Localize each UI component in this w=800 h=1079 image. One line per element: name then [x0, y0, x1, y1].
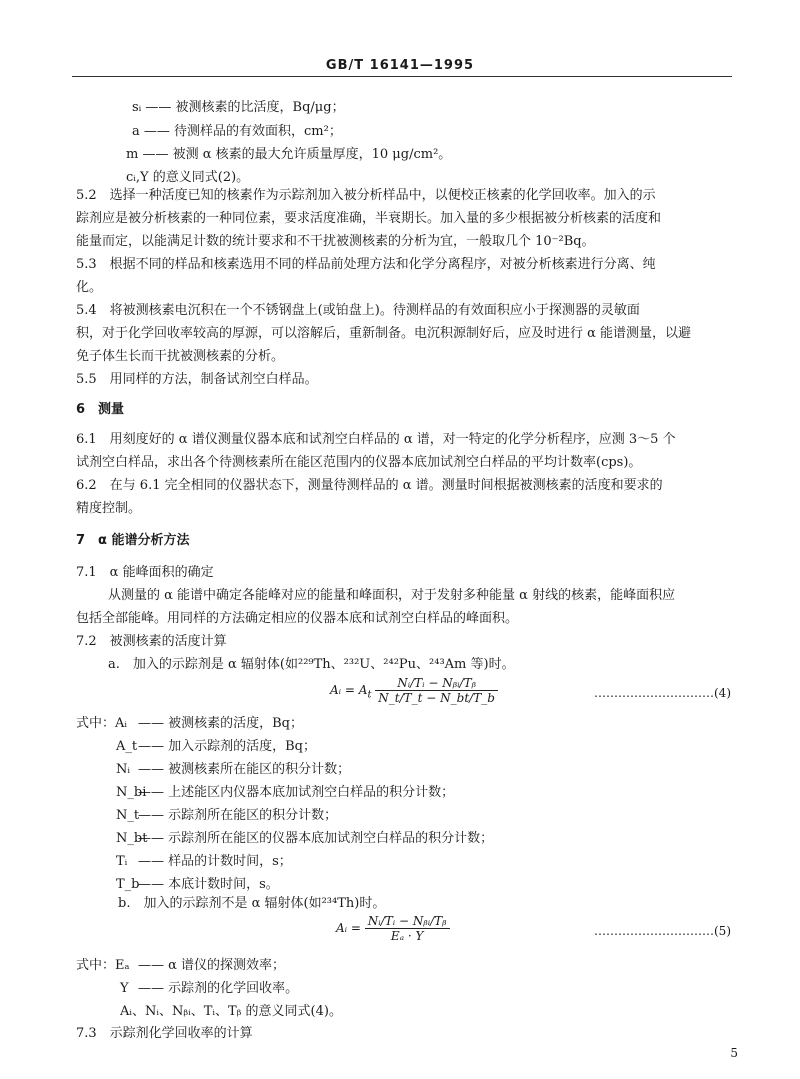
eq4-numerator: Nᵢ/Tᵢ − Nᵦᵢ/Tᵦ [375, 676, 498, 691]
para-5-2: 踪剂应是被分析核素的一种同位素，要求活度准确，半衰期长。加入量的多少根据被分析核素的活度和 [76, 211, 662, 226]
para-5-4: 5.4 将被测核素电沉积在一个不锈钢盘上(或铂盘上)。待测样品的有效面积应小于探测器的灵敏面 [76, 303, 640, 318]
eq4-def [116, 783, 454, 803]
subsection-7-1-title: 7.1 α 能峰面积的确定 [76, 565, 214, 580]
def-text: —— 示踪剂所在能区的仪器本底加试剂空白样品的积分计数； [138, 831, 494, 846]
eq5-lhs: Aᵢ = [336, 921, 361, 935]
def-text: —— 被测核素的活度，Bq； [138, 716, 304, 731]
para-5-3: 化。 [76, 280, 103, 295]
para-6-2: 6.2 在与 6.1 完全相同的仪器状态下，测量待测样品的 α 谱。测量时间根据被测核素的活度和要求的 [76, 478, 663, 493]
def-symbol: A_t [116, 739, 138, 754]
eq5-def [120, 1002, 342, 1022]
def-text: —— 加入示踪剂的活度，Bq； [138, 739, 317, 754]
para-7-1: 包括全部能峰。用同样的方法确定相应的仪器本底和试剂空白样品的峰面积。 [76, 611, 519, 626]
def-line: sᵢ —— 被测核素的比活度，Bq/μg； [132, 100, 345, 115]
header-rule [72, 76, 732, 77]
def-text: —— 上述能区内仪器本底加试剂空白样品的积分计数； [138, 785, 455, 800]
def-symbol: Tᵢ [116, 854, 128, 869]
section-6-heading: 6 测量 [76, 402, 125, 417]
eq5-denominator: Eₐ · Y [390, 929, 424, 943]
para-7-1: 从测量的 α 能谱中确定各能峰对应的能量和峰面积，对于发射多种能量 α 射线的核素，能峰面积应 [108, 588, 676, 603]
eq4-lhs: Aᵢ = A [330, 683, 368, 697]
eq4-def [116, 875, 279, 895]
eq5-fraction [365, 914, 450, 943]
def-symbol: N_t [116, 808, 140, 823]
para-5-2: 5.2 选择一种活度已知的核素作为示踪剂加入被分析样品中，以便校正核素的化学回收率。加入的示 [76, 188, 656, 203]
def-line: cᵢ,Y 的意义同式(2)。 [126, 170, 250, 185]
eq4-def [116, 760, 350, 780]
item-a: a. 加入的示踪剂是 α 辐射体(如²²⁹Th、²³²U、²⁴²Pu、²⁴³Am 等)时。 [108, 657, 515, 672]
eq4-def [116, 829, 493, 849]
page-number: 5 [730, 1046, 738, 1060]
eq5-def [76, 956, 285, 976]
def-text: —— 样品的计数时间，s； [138, 854, 292, 869]
def-symbol: N_bi [116, 785, 147, 800]
eq4-def [116, 852, 292, 872]
def-text: Aᵢ、Nᵢ、Nᵦᵢ、Tᵢ、Tᵦ 的意义同式(4)。 [120, 1004, 342, 1019]
def-line: m —— 被测 α 核素的最大允许质量厚度，10 μg/cm²。 [126, 147, 452, 162]
eq5-numerator: Nᵢ/Tᵢ − Nᵦᵢ/Tᵦ [365, 914, 450, 929]
para-5-5: 5.5 用同样的方法，制备试剂空白样品。 [76, 372, 318, 387]
def-symbol: T_b [116, 877, 140, 892]
eq4-denominator: N_t/T_t − N_bt/T_b [378, 691, 495, 705]
equation-4-number: …………………………(4) [594, 686, 731, 700]
subsection-7-3-title: 7.3 示踪剂化学回收率的计算 [76, 1026, 253, 1041]
eq4-lhs-sub: t [367, 689, 372, 701]
para-6-2: 精度控制。 [76, 501, 142, 516]
def-symbol: 式中：Eₐ [76, 958, 130, 973]
def-symbol: N_bt [116, 831, 148, 846]
subsection-7-2-title: 7.2 被测核素的活度计算 [76, 634, 227, 649]
para-5-2: 能量而定，以能满足计数的统计要求和不干扰被测核素的分析为宜，一般取几个 10⁻²Bq。 [76, 234, 595, 249]
eq5-def [120, 979, 298, 999]
eq4-def [76, 714, 303, 734]
eq4-def [116, 806, 337, 826]
eq4-def [116, 737, 316, 757]
para-5-3: 5.3 根据不同的样品和核素选用不同的样品前处理方法和化学分离程序，对被分析核素进行分离、纯 [76, 257, 656, 272]
def-symbol: Nᵢ [116, 762, 130, 777]
def-text: —— 示踪剂的化学回收率。 [138, 981, 299, 996]
def-text: —— 示踪剂所在能区的积分计数； [138, 808, 338, 823]
equation-4 [330, 676, 498, 705]
para-6-1: 6.1 用刻度好的 α 谱仪测量仪器本底和试剂空白样品的 α 谱，对一特定的化学分析程序，应测 3～5 个 [76, 432, 676, 447]
eq4-fraction [375, 676, 498, 705]
item-b: b. 加入的示踪剂不是 α 辐射体(如²³⁴Th)时。 [118, 896, 386, 911]
def-text: —— 被测核素所在能区的积分计数； [138, 762, 351, 777]
def-line: a —— 待测样品的有效面积，cm²； [132, 124, 342, 139]
para-6-1: 试剂空白样品，求出各个待测核素所在能区范围内的仪器本底加试剂空白样品的平均计数率(cps)。 [76, 455, 642, 470]
equation-5-number: …………………………(5) [594, 924, 731, 938]
equation-5 [336, 914, 450, 943]
def-symbol: Y [120, 981, 129, 996]
def-symbol: 式中：Aᵢ [76, 716, 128, 731]
para-5-4: 免子体生长而干扰被测核素的分析。 [76, 349, 285, 364]
def-text: —— α 谱仪的探测效率； [138, 958, 286, 973]
section-7-heading: 7 α 能谱分析方法 [76, 533, 190, 548]
def-text: —— 本底计数时间，s。 [138, 877, 279, 892]
standard-header: GB/T 16141—1995 [325, 58, 475, 73]
para-5-4: 积，对于化学回收率较高的厚源，可以溶解后，重新制备。电沉积源制好后，应及时进行 α 能谱测量，以避 [76, 326, 692, 341]
